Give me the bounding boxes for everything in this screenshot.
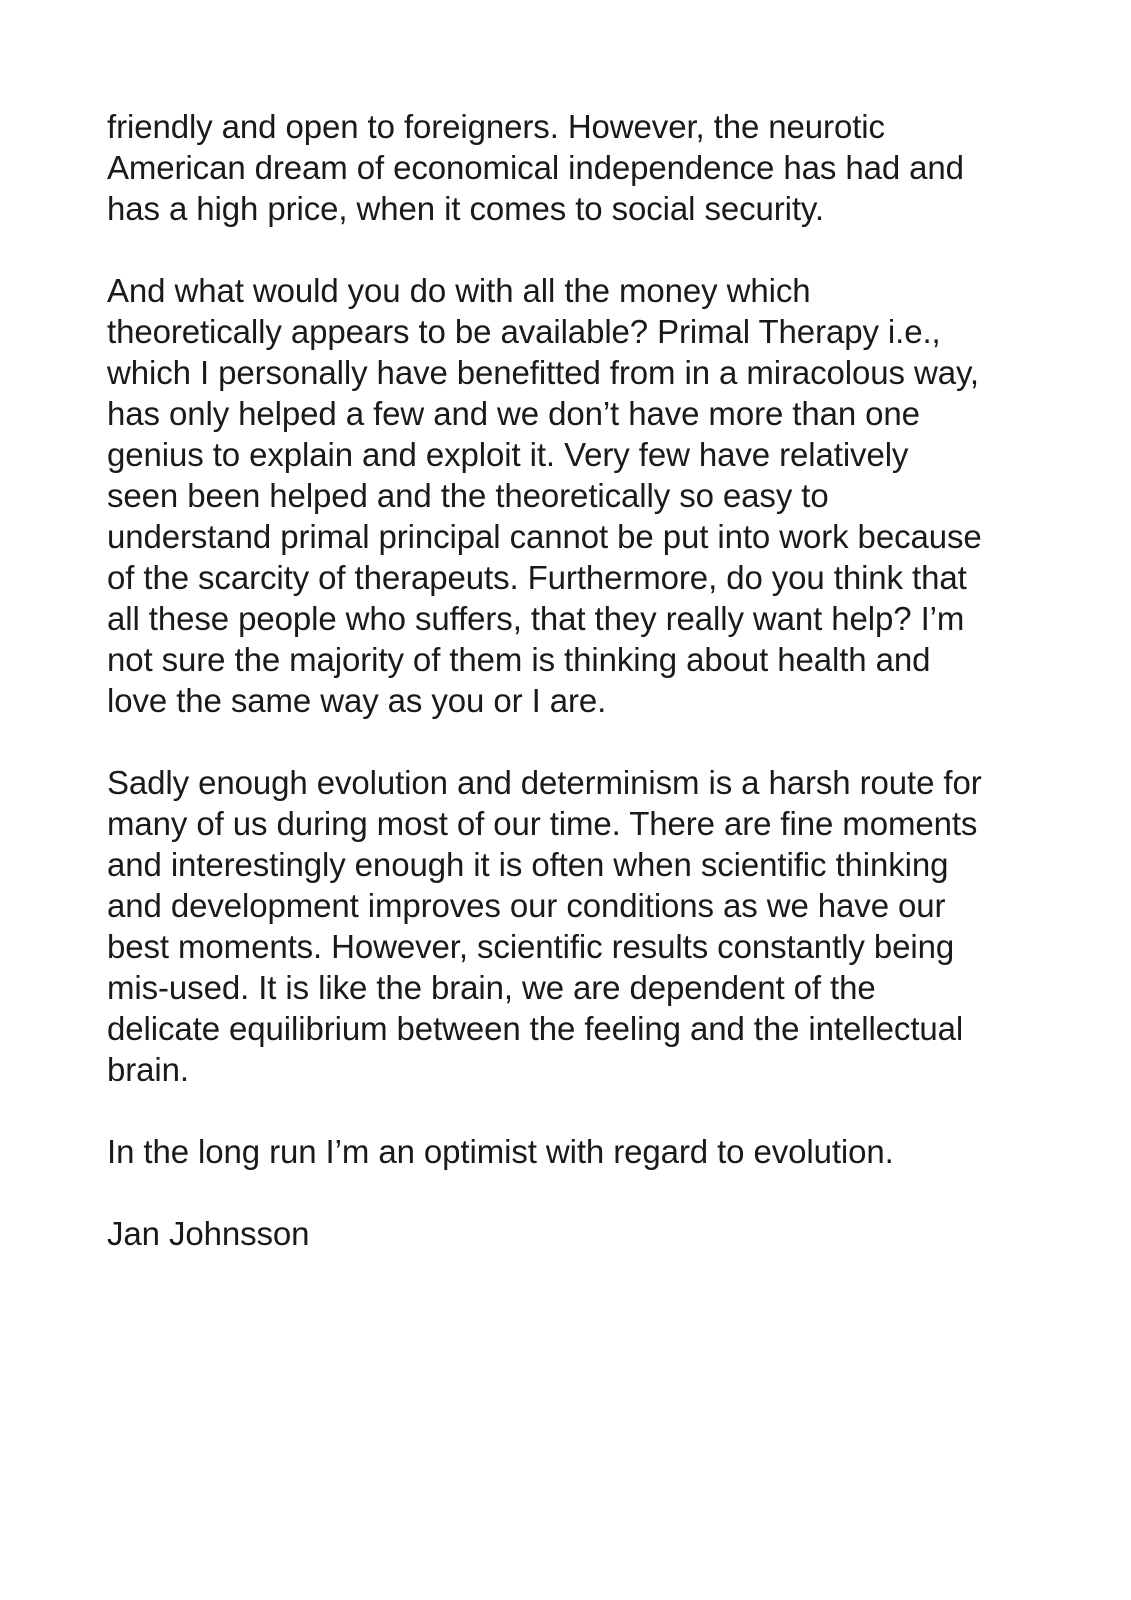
text-line: And what would you do with all the money which	[107, 272, 811, 309]
text-line: American dream of economical independence has had and	[107, 149, 964, 186]
paragraph-2	[107, 270, 1047, 721]
text-line: Sadly enough evolution and determinism is a harsh route for	[107, 764, 982, 801]
text-line: best moments. However, scientific results constantly being	[107, 928, 955, 965]
text-line: which I personally have benefitted from in a miracolous way,	[107, 354, 979, 391]
text-line: love the same way as you or I are.	[107, 682, 607, 719]
text-line: mis-used. It is like the brain, we are dependent of the	[107, 969, 876, 1006]
text-line: all these people who suffers, that they really want help? I’m	[107, 600, 965, 637]
text-line: many of us during most of our time. There are fine moments	[107, 805, 978, 842]
text-line: genius to explain and exploit it. Very few have relatively	[107, 436, 909, 473]
paragraph-4	[107, 1131, 1047, 1172]
signature-name: Jan Johnsson	[107, 1215, 310, 1252]
text-line: theoretically appears to be available? Primal Therapy i.e.,	[107, 313, 941, 350]
paragraph-1	[107, 106, 1047, 229]
letter-body	[107, 106, 1047, 1254]
text-line: delicate equilibrium between the feeling and the intellectual	[107, 1010, 964, 1047]
text-line: friendly and open to foreigners. However, the neurotic	[107, 108, 885, 145]
text-line: of the scarcity of therapeuts. Furthermore, do you think that	[107, 559, 967, 596]
text-line: has only helped a few and we don’t have more than one	[107, 395, 920, 432]
text-line: and interestingly enough it is often when scientific thinking	[107, 846, 949, 883]
text-line: seen been helped and the theoretically so easy to	[107, 477, 829, 514]
text-line: and development improves our conditions as we have our	[107, 887, 946, 924]
paragraph-3	[107, 762, 1047, 1090]
text-line: has a high price, when it comes to social security.	[107, 190, 824, 227]
signature	[107, 1213, 1047, 1254]
text-line: brain.	[107, 1051, 189, 1088]
text-line: In the long run I’m an optimist with regard to evolution.	[107, 1133, 894, 1170]
text-line: understand primal principal cannot be put into work because	[107, 518, 982, 555]
text-line: not sure the majority of them is thinking about health and	[107, 641, 931, 678]
